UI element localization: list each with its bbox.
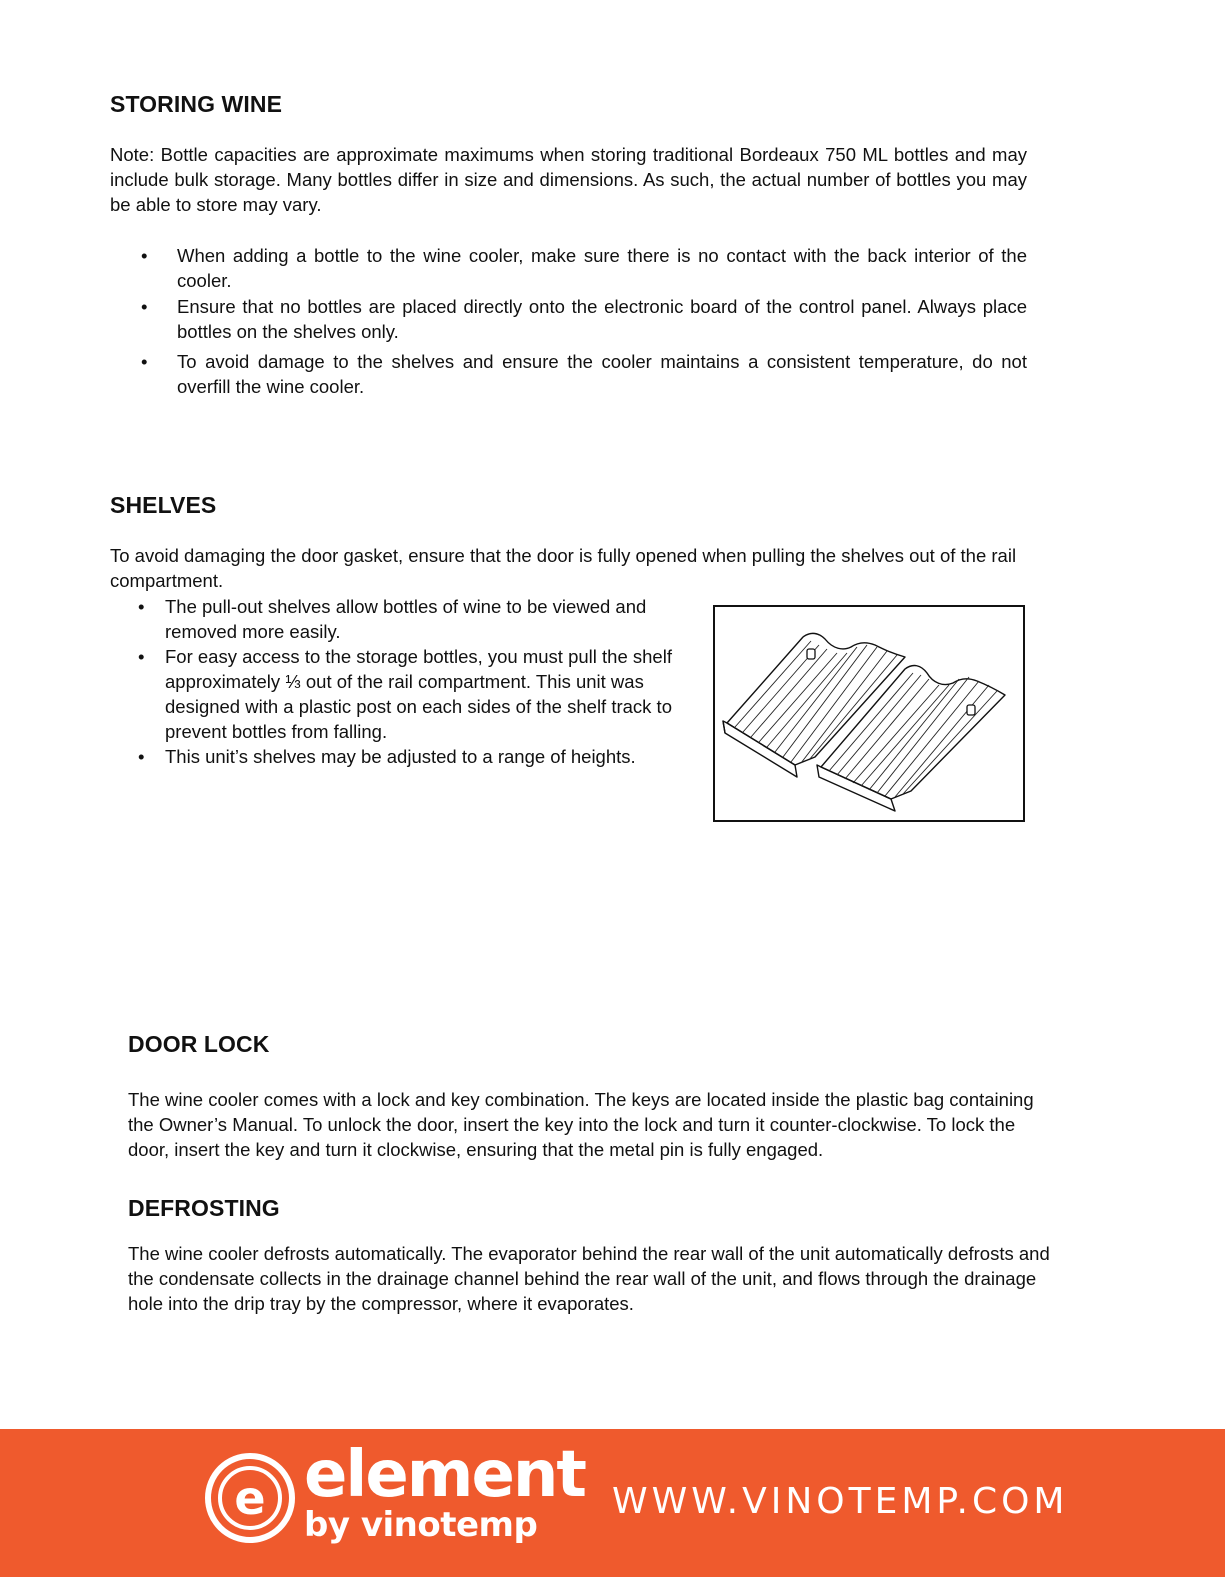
footer-bottom-rule: [0, 1577, 1225, 1585]
shelves-bullet-text: This unit’s shelves may be adjusted to a range of heights.: [165, 746, 636, 767]
door-lock-heading: DOOR LOCK: [128, 1031, 270, 1057]
door-lock-text: The wine cooler comes with a lock and key combination. The keys are located inside the plastic bag containing the Owner’s Manual. To unlock the door, insert the key into the lock and turn it counter-clockwise. To lock the door, insert the key and turn it clockwise, ensuring that the metal pin is fully engaged.: [128, 1089, 1034, 1160]
list-item: [110, 744, 700, 769]
list-item: [110, 349, 1027, 399]
defrosting-heading: DEFROSTING: [128, 1195, 280, 1221]
list-item: [110, 243, 1027, 293]
shelves-bullet-list: [110, 594, 700, 769]
list-item: [110, 644, 700, 744]
shelf-figure: [713, 605, 1025, 822]
bullet-icon: •: [138, 746, 145, 767]
storing-bullet-text: Ensure that no bottles are placed directly onto the electronic board of the control panel. Always place bottles on the shelves only.: [177, 296, 1027, 342]
storing-bullet-text: When adding a bottle to the wine cooler, make sure there is no contact with the back interior of the cooler.: [177, 245, 1027, 291]
pull-out-wine-shelves-icon: [715, 607, 1023, 820]
bullet-icon: •: [141, 296, 148, 317]
storing-bullet-text: To avoid damage to the shelves and ensure the cooler maintains a consistent temperature, do not overfill the wine cooler.: [177, 351, 1027, 397]
storing-note: Note: Bottle capacities are approximate maximums when storing traditional Bordeaux 750 ML bottles and may include bulk storage. Many bottles differ in size and dimensions. As such, the actual number of bottles you may be able to store may vary.: [110, 144, 1027, 215]
bullet-icon: •: [141, 351, 148, 372]
logo-letter: e: [234, 1471, 266, 1525]
bullet-icon: •: [138, 646, 145, 667]
brand-name: element: [304, 1438, 585, 1512]
brand-logo: [304, 1438, 585, 1545]
shelves-intro: To avoid damaging the door gasket, ensure that the door is fully opened when pulling the shelves out of the rail compartment.: [110, 545, 1017, 591]
storing-wine-heading: STORING WINE: [110, 91, 283, 117]
bullet-icon: •: [138, 596, 145, 617]
website-link[interactable]: WWW.VINOTEMP.COM: [612, 1481, 1069, 1522]
shelves-bullet-text: For easy access to the storage bottles, you must pull the shelf approximately ⅓ out of the rail compartment. This unit was designed with a plastic post on each sides of the shelf track to prevent bottles from falling.: [165, 646, 672, 742]
defrosting-text: The wine cooler defrosts automatically. The evaporator behind the rear wall of the unit automatically defrosts and the condensate collects in the drainage channel behind the rear wall of the unit, and flows through the drainage hole into the drip tray by the compressor, where it evaporates.: [128, 1243, 1050, 1314]
shelves-heading: SHELVES: [110, 492, 217, 518]
element-e-logo-icon: [204, 1452, 296, 1544]
bullet-icon: •: [141, 245, 148, 266]
list-item: [110, 294, 1027, 344]
list-item: [110, 594, 700, 644]
shelves-bullet-text: The pull-out shelves allow bottles of wine to be viewed and removed more easily.: [165, 596, 647, 642]
brand-tagline: by vinotemp: [304, 1505, 538, 1545]
storing-bullet-list: [110, 243, 1027, 400]
